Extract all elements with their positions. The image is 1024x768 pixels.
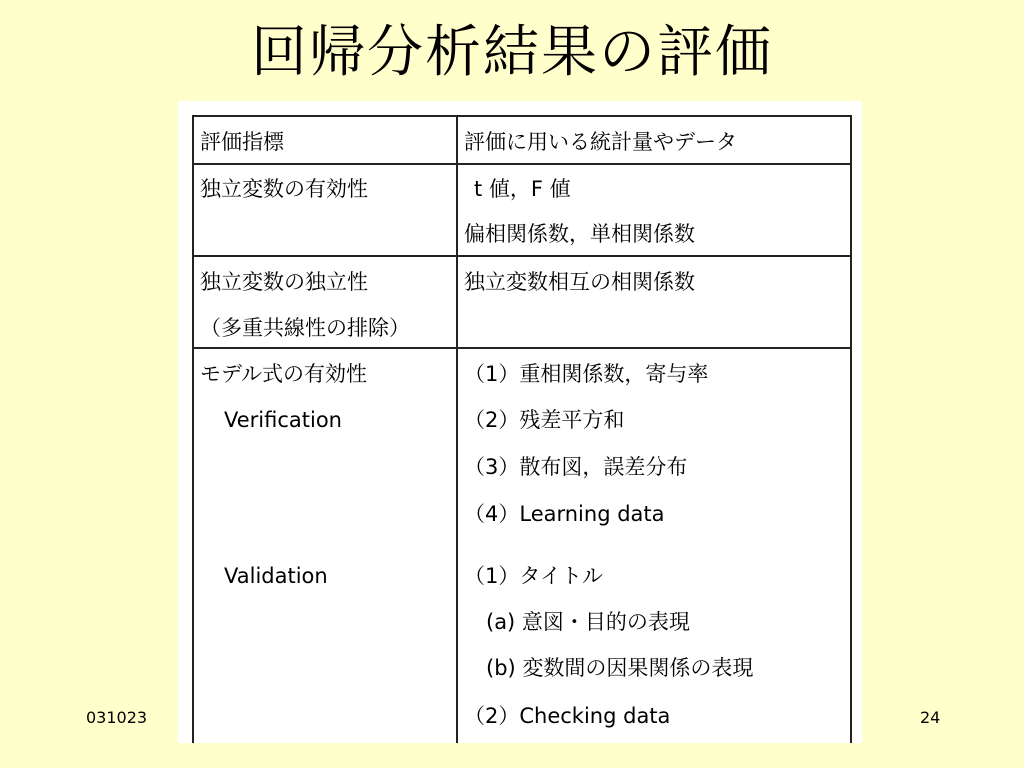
verification-item: （2）残差平方和 [464,408,625,432]
validation-label: Validation [224,564,328,588]
validation-item: （2）Checking data [464,704,671,728]
row2-indicator-line2: （多重共線性の排除） [200,316,410,340]
validation-item: （1）タイトル [464,564,603,588]
row-divider [194,163,850,165]
verification-label: Verification [224,408,342,432]
row-divider [194,255,850,257]
evaluation-table [192,115,852,743]
header-indicator: 評価指標 [200,130,284,154]
evaluation-table-panel [178,101,862,743]
verification-item: （4）Learning data [464,502,665,526]
row2-indicator-line1: 独立変数の独立性 [200,270,368,294]
verification-item: （1）重相関係数，寄与率 [464,362,709,386]
column-divider [456,117,458,743]
slide-title: 回帰分析結果の評価 [251,20,773,85]
row1-indicator: 独立変数の有効性 [200,177,368,201]
row1-data-line2: 偏相関係数，単相関係数 [464,222,695,246]
row-divider [194,347,850,349]
validation-subitem: (a) 意図・目的の表現 [486,610,690,634]
footer-date: 031023 [86,708,148,727]
row3-indicator: モデル式の有効性 [200,362,367,386]
header-statistics: 評価に用いる統計量やデータ [464,130,737,154]
page-number: 24 [920,708,941,727]
row1-data-line1: t 値，F 値 [474,177,571,201]
validation-subitem: (b) 変数間の因果関係の表現 [486,656,754,680]
row2-data: 独立変数相互の相関係数 [464,270,695,294]
verification-item: （3）散布図，誤差分布 [464,455,688,479]
